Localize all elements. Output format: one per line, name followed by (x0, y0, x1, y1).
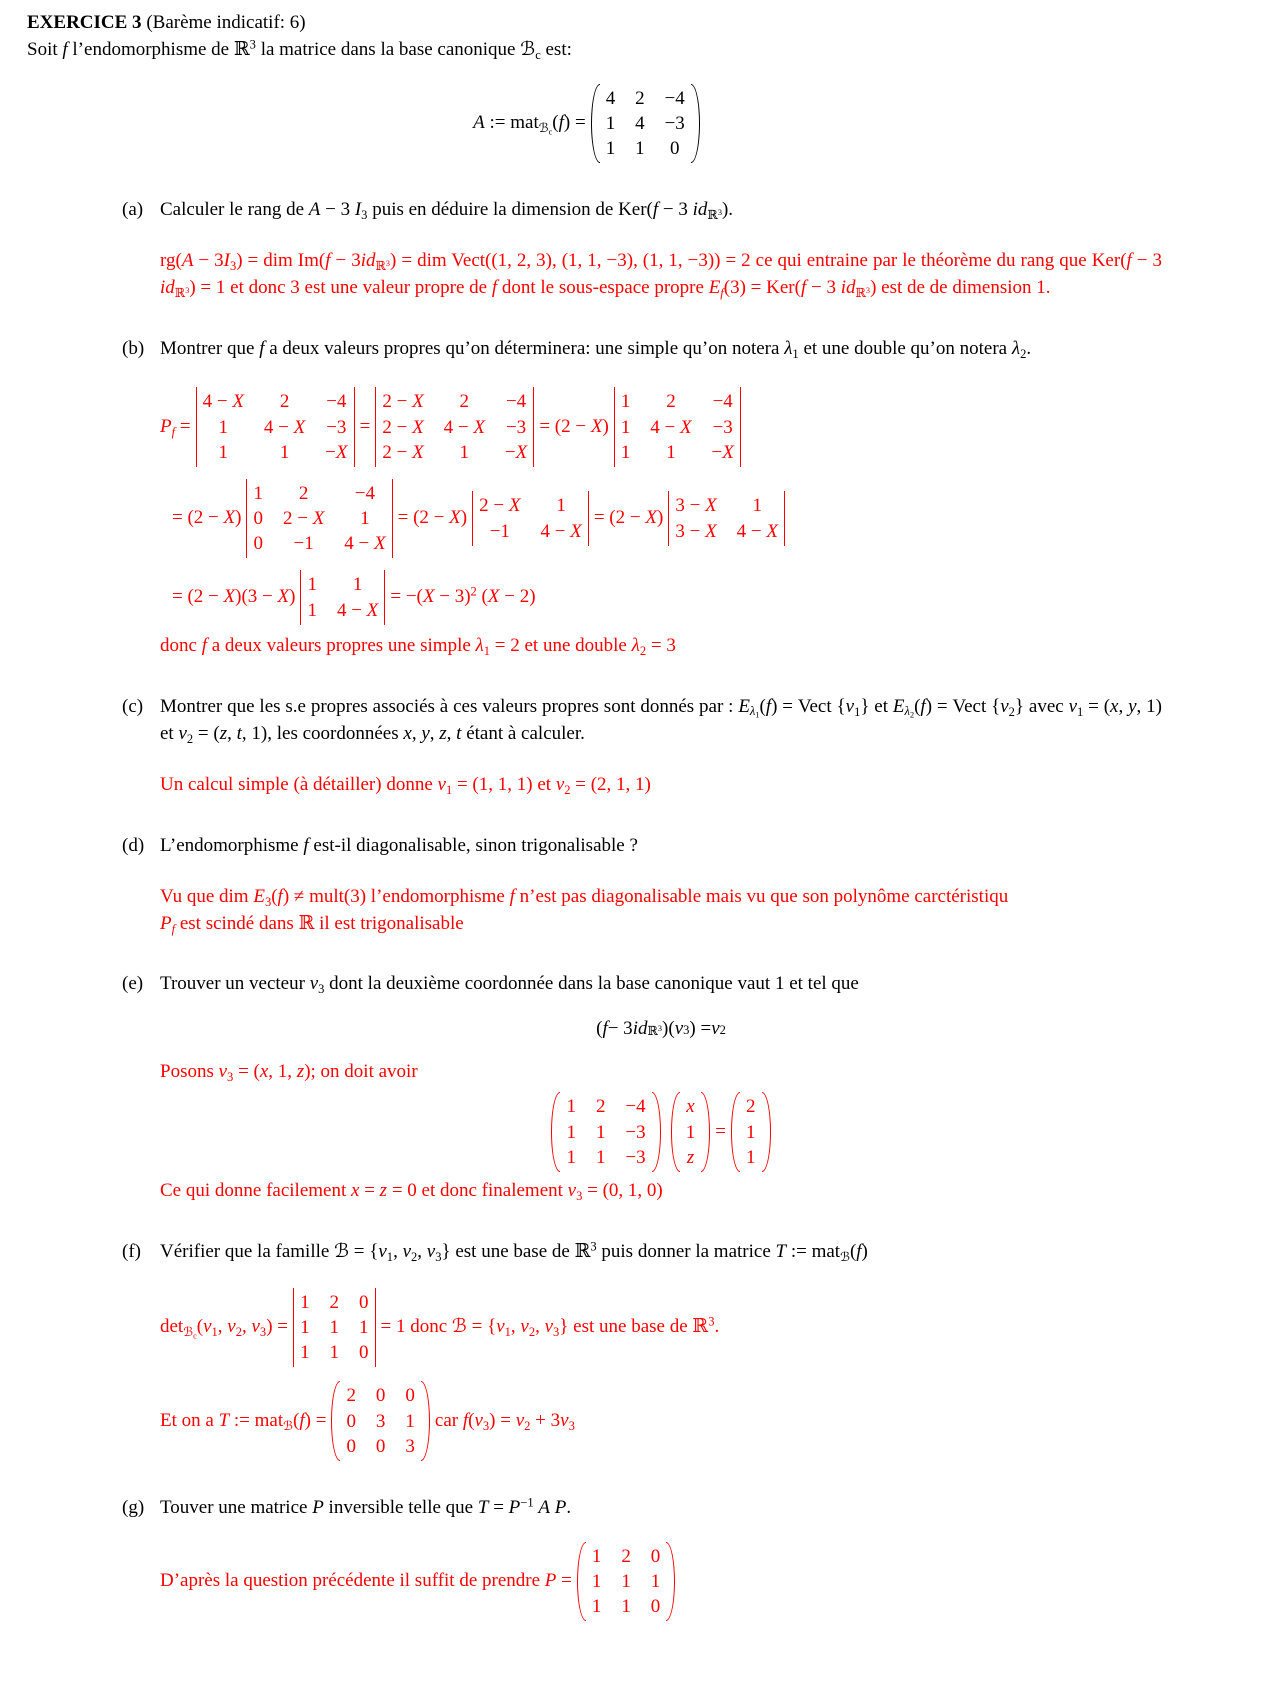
item-d (0, 833, 1264, 938)
item-b (0, 336, 1264, 659)
determinant-original: 4 − X 2 −4 1 4 − X −3 1 1 −X (196, 387, 355, 467)
item-f-label: (f) (122, 1240, 141, 1262)
item-d-solution-line1: Vu que dim $E_3(f)$ ≠ mult(3) l’endomorphisme f n’est pas diagonalisable mais vu que son polynôme carctéristiqu (160, 885, 1009, 909)
item-d-question: L’endomorphisme f est-il diagonalisable, sinon trigonalisable ? (160, 834, 638, 856)
det-basis-lhs: $\det_{ℬ_c}(v_1$, $v_2$, $v_3$) = (160, 1316, 288, 1341)
matrix-a-lhs: A := mat$_{ℬ_c}$(f) = (473, 112, 586, 137)
char-poly-line-3 (160, 570, 1162, 624)
matrix-system-equation (160, 1092, 1162, 1172)
item-g-label: (g) (122, 1496, 145, 1518)
item-e-label: (e) (122, 973, 144, 995)
vector-v2: 2 1 1 (731, 1092, 771, 1172)
item-e-question: Trouver un vecteur $v_3$ dont la deuxième coordonnée dans la base canonique vaut 1 et tel que (160, 973, 859, 997)
item-f (0, 1239, 1264, 1461)
char-poly-line-1 (160, 387, 1162, 467)
item-a-question: Calculer le rang de A − 3 $I_3$ puis en déduire la dimension de Ker(f − 3 $id_{ℝ^3}$). (160, 199, 734, 223)
vector-unknown: x 1 z (671, 1092, 711, 1172)
matrix-p-lhs: D’après la question précédente il suffit de prendre P = (160, 1570, 572, 1592)
matrix-f-minus-3id: 1 2 −4 1 1 −3 1 1 −3 (551, 1092, 660, 1172)
item-e-setup: Posons $v_3 = (x$, 1, z); on doit avoir (160, 1061, 418, 1085)
item-c-label: (c) (122, 695, 144, 717)
item-e-conclusion: Ce qui donne facilement x = z = 0 et donc finalement $v_3 = (0$, 1, 0) (160, 1179, 663, 1203)
item-f-question: Vérifier que la famille ℬ = {$v_1$, $v_2$, $v_3$} est une base de ℝ$^3$ puis donner la matrice T := mat$_ℬ$(f) (160, 1239, 868, 1264)
determinant-final-2x2: 1 1 1 4 − X (300, 570, 385, 624)
item-c-solution: Un calcul simple (à détailler) donne $v_1 = (1$, 1, 1) et $v_2 = (2$, 1, 1) (160, 773, 651, 797)
matrix-t: 2 0 0 0 3 1 0 0 3 (331, 1381, 429, 1461)
matrix-t-reason: car $f(v_3) = v_2 + 3v_3$ (434, 1409, 575, 1433)
item-b-label: (b) (122, 338, 145, 360)
matrix-t-lhs: Et on a T := mat$_ℬ$(f) = (160, 1409, 327, 1433)
item-e (0, 971, 1264, 1204)
determinant-factored: 1 2 −4 1 4 − X −3 1 1 −X (614, 387, 741, 467)
factor-product: = (2 − X)(3 − X) (172, 586, 296, 608)
determinant-column-op: 2 − X 2 −4 2 − X 4 − X −3 2 − X 1 −X (375, 387, 534, 467)
item-a-label: (a) (122, 199, 144, 221)
item-b-conclusion: donc f a deux valeurs propres une simple $\lambda_1 = 2$ et une double $\lambda_2 = 3$ (160, 634, 676, 658)
exercise-title (27, 10, 1264, 37)
det-basis-result: = 1 donc ℬ = {$v_1$, $v_2$, $v_3$} est une base de ℝ$^3$. (380, 1314, 720, 1339)
factor-2-minus-x: = (2 − X) (397, 507, 468, 529)
determinant-2x2-rowop: 3 − X 1 3 − X 4 − X (668, 491, 785, 545)
factor-2-minus-x: = (2 − X) (593, 507, 664, 529)
char-poly-lhs: $P_f$ = (160, 415, 191, 439)
basis-determinant-line (160, 1288, 1162, 1368)
item-g-question: Touver une matrice P inversible telle que $T = P^{-1}$ A P. (160, 1495, 572, 1518)
equals-sign: = (715, 1120, 726, 1142)
item-c-question: Montrer que les s.e propres associés à ces valeurs propres sont donnés par : $E_{\lambda_1}(f)$ = Vect $\{v_1\}$ et $E_{\lambda_2}(f)$ = Vect $\{v_2\}$ avec $v_1 = (x$, y, 1) et $v_2 = (z$, t, 1), les coordonnées x, y, z, t étant à calculer. (160, 695, 1162, 746)
determinant-2x2: 2 − X 1 −1 4 − X (472, 491, 589, 545)
matrix-t-line (160, 1381, 1162, 1461)
equals-sign: = (359, 415, 371, 437)
matrix-p-line (160, 1542, 1162, 1622)
item-c (0, 694, 1264, 799)
item-a (0, 197, 1264, 302)
matrix-a-equation (0, 84, 1178, 164)
item-b-question: Montrer que f a deux valeurs propres qu’on déterminera: une simple qu’on notera $\lambda_1$ et une double qu’on notera $\lambda_2$. (160, 338, 1032, 362)
exercise-title-bold: EXERCICE 3 (27, 12, 142, 33)
char-poly-line-2 (160, 479, 1162, 559)
determinant-basis: 1 2 0 1 1 1 1 1 0 (293, 1288, 376, 1368)
item-d-label: (d) (122, 834, 145, 856)
condition-equation: ( f − 3 id ℝ$^3$ )( v 3 ) = v 2 (596, 1018, 726, 1040)
char-poly-result: = $-(X - 3)^2$ (X − 2) (390, 584, 536, 608)
matrix-p: 1 2 0 1 1 1 1 1 0 (577, 1542, 675, 1622)
factor-2-minus-x: = (2 − X) (539, 415, 609, 437)
exercise-title-note: (Barème indicatif: 6) (141, 12, 306, 33)
item-d-solution-line2: $P_f$ est scindé dans ℝ il est trigonalisable (160, 912, 464, 936)
matrix-a: 4 2 −4 1 4 −3 1 1 0 (591, 84, 700, 164)
item-a-solution: $rg(A - 3I_3)$ = dim $Im(f - 3id_{ℝ^3})$ = dim Vect((1, 2, 3), (1, 1, −3), (1, 1, −3)) = 2 ce qui entraine par le théorème du rang que Ker(f − 3 $id_{ℝ^3}) = 1$ et donc 3 est une valeur propre de f dont le sous-espace propre $E_f(3) = Ker(f - 3$ $id_{ℝ^3}$) est de de dimension 1. (160, 250, 1163, 301)
item-g (0, 1495, 1264, 1621)
determinant-row-reduced: 1 2 −4 0 2 − X 1 0 −1 4 − X (246, 479, 392, 559)
intro-text: Soit f l’endomorphisme de ℝ$^3$ la matrice dans la base canonique ℬ$_c$ est: (27, 37, 572, 62)
factor-2-minus-x: = (2 − X) (172, 507, 242, 529)
